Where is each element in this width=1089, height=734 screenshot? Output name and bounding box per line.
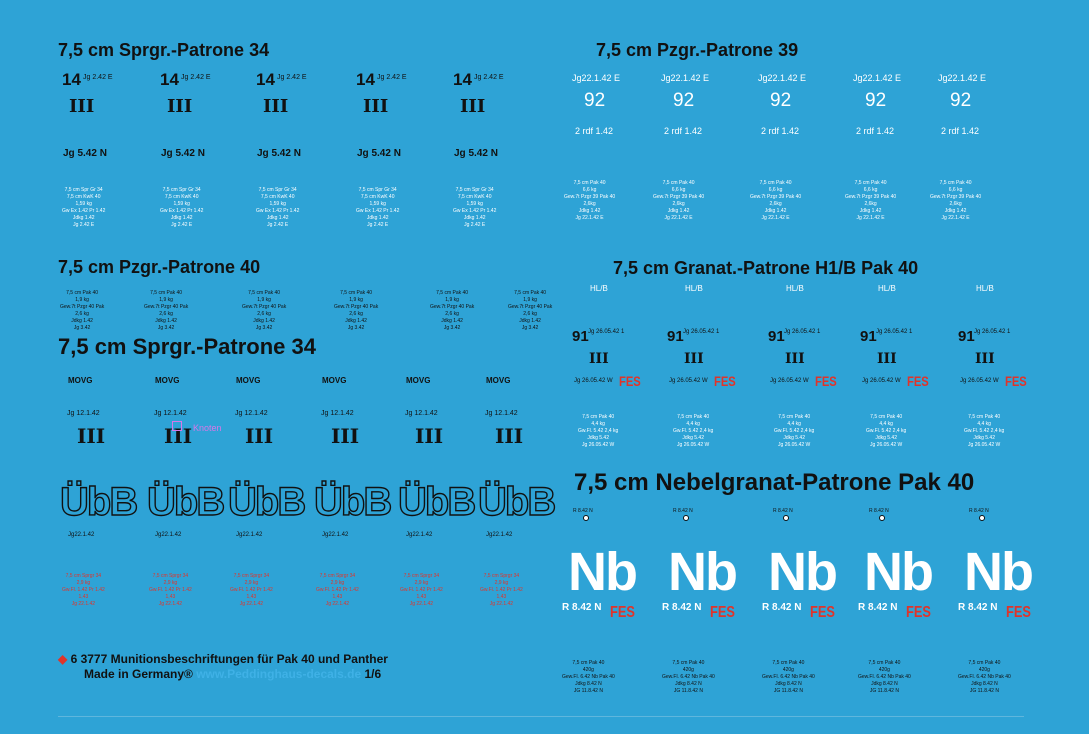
granat-num: 91 <box>667 328 684 345</box>
pzgr40-text-block: 7,5 cm Pak 40 1,9 kg Gew.7t Pzgr 40 Pak 2,6 kg Jdkg 1.42 Jg 3.42 <box>242 290 287 331</box>
granat-label: HL/B <box>976 284 994 293</box>
pzgr40-text-block: 7,5 cm Pak 40 1,9 kg Gew.7t Pzgr 40 Pak 2,6 kg Jdkg 1.42 Jg 3.42 <box>144 290 189 331</box>
section-title-pzgr39: 7,5 cm Pzgr.-Patrone 39 <box>596 40 799 60</box>
knoten-label: Knoten <box>193 423 222 433</box>
pzgr39-rdf: 2 rdf 1.42 <box>575 126 614 136</box>
nebel-r: R 8.42 N <box>662 602 702 613</box>
granat-jg-bottom: Jg 26.05.42 W <box>574 378 613 384</box>
granat-roman: III <box>785 351 805 367</box>
granat-roman: III <box>975 351 995 367</box>
sprgr34-top-jg-mid: Jg 5.42 N <box>357 148 401 159</box>
pzgr39-text-block: 7,5 cm Pak 40 6,6 kg Gew.7t Pzgr 39 Pak 40 2,6kg Jdkg 1.42 Jg 22.1.42 E <box>750 180 802 221</box>
sprgr34-top-num: 14 <box>453 70 472 89</box>
granat-jg-bottom: Jg 26.05.42 W <box>862 378 901 384</box>
nebel-text-block: 7,5 cm Pak 40 420g Gew.Fl. 6.42 Nb Pak 40 Jdkg 8.42 N JG 11.8.42 N <box>958 660 1011 694</box>
sprgr34-bottom-roman: III <box>245 424 274 448</box>
footer-title: 6 3777 Munitionsbeschriftungen für Pak 40 und Panther <box>70 652 388 666</box>
pzgr40-text-block: 7,5 cm Pak 40 1,9 kg Gew.7t Pzgr 40 Pak 2,6 kg Jdkg 1.42 Jg 3.42 <box>430 290 475 331</box>
granat-jg-small: Jg 26.05.42 1 <box>876 329 913 335</box>
sprgr34-top-num: 14 <box>256 70 275 89</box>
nebel-fes: FES <box>610 604 635 621</box>
granat-text-block: 7,5 cm Pak 40 4,4 kg Gw.Fl. 5.42 2,4 kg Jdkg 5.42 Jg 26.05.42 W <box>774 414 815 448</box>
section-title-granat-h1b: 7,5 cm Granat.-Patrone H1/B Pak 40 <box>613 258 919 278</box>
sprgr34-top-jg: Jg 2.42 E <box>181 74 211 81</box>
sprgr34-bottom-roman: III <box>331 424 360 448</box>
granat-jg-small: Jg 26.05.42 1 <box>588 329 625 335</box>
pzgr39-rdf: 2 rdf 1.42 <box>856 126 895 136</box>
sprgr34-bottom-text-block: 7,5 cm Sprgr 34 2,9 kg Gw.Fl. 1.42 Pr 1.42 1,43 Jg 22.1.42 <box>230 573 273 607</box>
sprgr34-bottom-roman: III <box>77 424 106 448</box>
pzgr39-jg: Jg22.1.42 E <box>853 73 902 83</box>
footer-url[interactable]: www.Peddinghaus-decals.de <box>196 667 362 681</box>
sprgr34-bottom-ueb: ÜbB <box>314 480 391 524</box>
footer-line2 <box>84 667 381 681</box>
brand-logo-icon: ◆ <box>58 652 68 666</box>
granat-roman: III <box>589 351 609 367</box>
granat-label: HL/B <box>786 284 804 293</box>
sprgr34-bottom-text-block: 7,5 cm Sprgr 34 2,9 kg Gw.Fl. 1.42 Pr 1.42 1,43 Jg 22.1.42 <box>149 573 192 607</box>
sprgr34-bottom-jg-ueb: Jg22.1.42 <box>236 532 263 538</box>
pzgr39-num: 92 <box>770 90 792 111</box>
pzgr39-jg: Jg22.1.42 E <box>758 73 807 83</box>
nebel-dot <box>783 515 789 521</box>
nebel-nb: Nb <box>864 542 932 602</box>
sprgr34-bottom-jg-ueb: Jg22.1.42 <box>155 532 182 538</box>
nebel-nb: Nb <box>964 542 1032 602</box>
pzgr39-jg: Jg22.1.42 E <box>572 73 621 83</box>
sprgr34-bottom-jg-ueb: Jg22.1.42 <box>68 532 95 538</box>
nebel-top: R 8.42 N <box>573 508 593 514</box>
nebel-top: R 8.42 N <box>673 508 693 514</box>
sprgr34-top-jg-mid: Jg 5.42 N <box>454 148 498 159</box>
granat-jg-small: Jg 26.05.42 1 <box>683 329 720 335</box>
granat-num: 91 <box>958 328 975 345</box>
sprgr34-top-text-block: 7,5 cm Spr Gr 34 7,5 cm KwK 40 1,59 kg Gw Ex 1.42 Pr 1.42 Jdkg 1.42 Jg 2.42 E <box>453 187 497 228</box>
nebel-text-block: 7,5 cm Pak 40 420g Gew.Fl. 6.42 Nb Pak 40 Jdkg 8.42 N JG 11.8.42 N <box>662 660 715 694</box>
nebel-text-block: 7,5 cm Pak 40 420g Gew.Fl. 6.42 Nb Pak 40 Jdkg 8.42 N JG 11.8.42 N <box>858 660 911 694</box>
granat-jg-bottom: Jg 26.05.42 W <box>960 378 999 384</box>
granat-text-block: 7,5 cm Pak 40 4,4 kg Gw.Fl. 5.42 2,4 kg Jdkg 5.42 Jg 26.05.42 W <box>866 414 907 448</box>
nebel-top: R 8.42 N <box>969 508 989 514</box>
sprgr34-bottom-jg: Jg 12.1.42 <box>485 410 518 417</box>
sprgr34-top-roman: III <box>69 96 95 117</box>
sprgr34-top-text-block: 7,5 cm Spr Gr 34 7,5 cm KwK 40 1,59 kg Gw Ex 1.42 Pr 1.42 Jdkg 1.42 Jg 2.42 E <box>356 187 400 228</box>
granat-jg-small: Jg 26.05.42 1 <box>784 329 821 335</box>
sprgr34-bottom-ueb: ÜbB <box>478 480 555 524</box>
sprgr34-bottom-text-block: 7,5 cm Sprgr 34 2,9 kg Gw.Fl. 1.42 Pr 1.42 1,43 Jg 22.1.42 <box>400 573 443 607</box>
pzgr39-rdf: 2 rdf 1.42 <box>761 126 800 136</box>
sprgr34-bottom-jg-ueb: Jg22.1.42 <box>406 532 433 538</box>
granat-jg-small: Jg 26.05.42 1 <box>974 329 1011 335</box>
pzgr40-text-block: 7,5 cm Pak 40 1,9 kg Gew.7t Pzgr 40 Pak 2,6 kg Jdkg 1.42 Jg 3.42 <box>508 290 553 331</box>
sprgr34-bottom-mark: MOVG <box>155 376 180 385</box>
pzgr39-jg: Jg22.1.42 E <box>938 73 987 83</box>
sprgr34-bottom-jg-ueb: Jg22.1.42 <box>322 532 349 538</box>
sprgr34-top-roman: III <box>263 96 289 117</box>
granat-fes: FES <box>714 373 736 389</box>
pzgr39-text-block: 7,5 cm Pak 40 6,6 kg Gew.7t Pzgr 39 Pak 40 2,6kg Jdkg 1.42 Jg 22.1.42 E <box>564 180 616 221</box>
nebel-fes: FES <box>1006 604 1031 621</box>
sprgr34-bottom-text-block: 7,5 cm Sprgr 34 2,9 kg Gw.Fl. 1.42 Pr 1.42 1,43 Jg 22.1.42 <box>480 573 523 607</box>
pzgr39-rdf: 2 rdf 1.42 <box>664 126 703 136</box>
nebel-dot <box>879 515 885 521</box>
sprgr34-bottom-roman: III <box>415 424 444 448</box>
sprgr34-top-text-block: 7,5 cm Spr Gr 34 7,5 cm KwK 40 1,59 kg Gw Ex 1.42 Pr 1.42 Jdkg 1.42 Jg 2.42 E <box>256 187 300 228</box>
granat-roman: III <box>877 351 897 367</box>
granat-num: 91 <box>768 328 785 345</box>
granat-num: 91 <box>860 328 877 345</box>
sprgr34-top-num: 14 <box>160 70 179 89</box>
granat-jg-bottom: Jg 26.05.42 W <box>669 378 708 384</box>
footer-made: Made in Germany® <box>84 667 193 681</box>
nebel-text-block: 7,5 cm Pak 40 420g Gew.Fl. 6.42 Nb Pak 40 Jdkg 8.42 N JG 11.8.42 N <box>562 660 615 694</box>
sprgr34-bottom-jg: Jg 12.1.42 <box>321 410 354 417</box>
nebel-r: R 8.42 N <box>562 602 602 613</box>
sprgr34-top-jg: Jg 2.42 E <box>474 74 504 81</box>
nebel-text-block: 7,5 cm Pak 40 420g Gew.Fl. 6.42 Nb Pak 40 Jdkg 8.42 N JG 11.8.42 N <box>762 660 815 694</box>
sprgr34-top-jg-mid: Jg 5.42 N <box>257 148 301 159</box>
sprgr34-bottom-ueb: ÜbB <box>60 480 137 524</box>
bottom-divider <box>58 716 1024 717</box>
sprgr34-bottom-ueb: ÜbB <box>398 480 475 524</box>
sprgr34-bottom-jg: Jg 12.1.42 <box>235 410 268 417</box>
nebel-nb: Nb <box>568 542 636 602</box>
nebel-top: R 8.42 N <box>869 508 889 514</box>
granat-label: HL/B <box>878 284 896 293</box>
sprgr34-top-jg: Jg 2.42 E <box>83 74 113 81</box>
sprgr34-bottom-jg: Jg 12.1.42 <box>154 410 187 417</box>
sprgr34-bottom-mark: MOVG <box>236 376 261 385</box>
pzgr39-text-block: 7,5 cm Pak 40 6,6 kg Gew.7t Pzgr 39 Pak 40 2,6kg Jdkg 1.42 Jg 22.1.42 E <box>653 180 705 221</box>
nebel-fes: FES <box>710 604 735 621</box>
granat-roman: III <box>684 351 704 367</box>
section-title-pzgr40: 7,5 cm Pzgr.-Patrone 40 <box>58 257 261 277</box>
sprgr34-bottom-jg: Jg 12.1.42 <box>405 410 438 417</box>
granat-fes: FES <box>815 373 837 389</box>
sprgr34-bottom-jg: Jg 12.1.42 <box>67 410 100 417</box>
sprgr34-bottom-mark: MOVG <box>68 376 93 385</box>
section-title-sprgr34-top: 7,5 cm Sprgr.-Patrone 34 <box>58 40 270 60</box>
sprgr34-bottom-ueb: ÜbB <box>228 480 305 524</box>
sprgr34-top-num: 14 <box>62 70 81 89</box>
granat-label: HL/B <box>685 284 703 293</box>
pzgr39-num: 92 <box>865 90 887 111</box>
sprgr34-bottom-text-block: 7,5 cm Sprgr 34 2,9 kg Gw.Fl. 1.42 Pr 1.42 1,43 Jg 22.1.42 <box>62 573 105 607</box>
granat-text-block: 7,5 cm Pak 40 4,4 kg Gw.Fl. 5.42 2,4 kg Jdkg 5.42 Jg 26.05.42 W <box>673 414 714 448</box>
sprgr34-bottom-mark: MOVG <box>486 376 511 385</box>
granat-num: 91 <box>572 328 589 345</box>
nebel-nb: Nb <box>768 542 836 602</box>
pzgr39-rdf: 2 rdf 1.42 <box>941 126 980 136</box>
sprgr34-bottom-ueb: ÜbB <box>147 480 224 524</box>
pzgr39-jg: Jg22.1.42 E <box>661 73 710 83</box>
pzgr39-num: 92 <box>584 90 606 111</box>
nebel-r: R 8.42 N <box>958 602 998 613</box>
nebel-r: R 8.42 N <box>762 602 802 613</box>
pzgr39-num: 92 <box>673 90 695 111</box>
pzgr39-text-block: 7,5 cm Pak 40 6,6 kg Gew.7t Pzgr 39 Pak 40 2,6kg Jdkg 1.42 Jg 22.1.42 E <box>845 180 897 221</box>
granat-label: HL/B <box>590 284 608 293</box>
footer-scale: 1/6 <box>364 667 382 681</box>
nebel-dot <box>583 515 589 521</box>
sprgr34-bottom-roman: III <box>495 424 524 448</box>
nebel-r: R 8.42 N <box>858 602 898 613</box>
granat-text-block: 7,5 cm Pak 40 4,4 kg Gw.Fl. 5.42 2,4 kg Jdkg 5.42 Jg 26.05.42 W <box>578 414 619 448</box>
granat-fes: FES <box>907 373 929 389</box>
sprgr34-bottom-jg-ueb: Jg22.1.42 <box>486 532 513 538</box>
sprgr34-top-jg: Jg 2.42 E <box>277 74 307 81</box>
knoten-box <box>172 421 182 431</box>
sprgr34-bottom-text-block: 7,5 cm Sprgr 34 2,9 kg Gw.Fl. 1.42 Pr 1.42 1,43 Jg 22.1.42 <box>316 573 359 607</box>
granat-text-block: 7,5 cm Pak 40 4,4 kg Gw.Fl. 5.42 2,4 kg Jdkg 5.42 Jg 26.05.42 W <box>964 414 1005 448</box>
granat-fes: FES <box>1005 373 1027 389</box>
pzgr39-num: 92 <box>950 90 972 111</box>
section-title-nebel: 7,5 cm Nebelgranat-Patrone Pak 40 <box>574 469 975 496</box>
section-title-sprgr34-bottom: 7,5 cm Sprgr.-Patrone 34 <box>58 334 316 359</box>
sprgr34-bottom-mark: MOVG <box>322 376 347 385</box>
sprgr34-top-text-block: 7,5 cm Spr Gr 34 7,5 cm KwK 40 1,59 kg Gw Ex 1.42 Pr 1.42 Jdkg 1.42 Jg 2.42 E <box>62 187 106 228</box>
sprgr34-top-num: 14 <box>356 70 375 89</box>
sprgr34-top-roman: III <box>460 96 486 117</box>
sprgr34-top-jg: Jg 2.42 E <box>377 74 407 81</box>
footer-line1 <box>58 652 388 666</box>
nebel-top: R 8.42 N <box>773 508 793 514</box>
sprgr34-top-roman: III <box>363 96 389 117</box>
granat-jg-bottom: Jg 26.05.42 W <box>770 378 809 384</box>
sprgr34-top-jg-mid: Jg 5.42 N <box>63 148 107 159</box>
granat-fes: FES <box>619 373 641 389</box>
nebel-fes: FES <box>810 604 835 621</box>
pzgr39-text-block: 7,5 cm Pak 40 6,6 kg Gew.7t Pzgr 39 Pak 40 2,6kg Jdkg 1.42 Jg 22.1.42 E <box>930 180 982 221</box>
pzgr40-text-block: 7,5 cm Pak 40 1,9 kg Gew.7t Pzgr 40 Pak 2,6 kg Jdkg 1.42 Jg 3.42 <box>334 290 379 331</box>
sprgr34-top-jg-mid: Jg 5.42 N <box>161 148 205 159</box>
nebel-dot <box>683 515 689 521</box>
sprgr34-bottom-roman: III <box>164 424 193 448</box>
sprgr34-top-text-block: 7,5 cm Spr Gr 34 7,5 cm KwK 40 1,59 kg Gw Ex 1.42 Pr 1.42 Jdkg 1.42 Jg 2.42 E <box>160 187 204 228</box>
nebel-fes: FES <box>906 604 931 621</box>
sprgr34-top-roman: III <box>167 96 193 117</box>
sprgr34-bottom-mark: MOVG <box>406 376 431 385</box>
pzgr40-text-block: 7,5 cm Pak 40 1,9 kg Gew.7t Pzgr 40 Pak 2,6 kg Jdkg 1.42 Jg 3.42 <box>60 290 105 331</box>
nebel-dot <box>979 515 985 521</box>
nebel-nb: Nb <box>668 542 736 602</box>
